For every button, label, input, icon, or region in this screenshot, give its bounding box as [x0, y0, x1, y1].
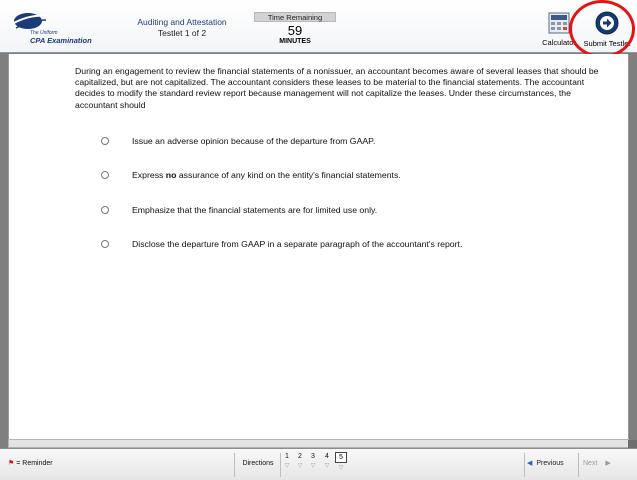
previous-label: Previous — [536, 460, 564, 467]
logo-line2: CPA Examination — [30, 36, 92, 45]
question-panel — [8, 54, 629, 439]
reminder-label: = Reminder — [16, 460, 53, 467]
timer-value: 59 — [287, 23, 303, 38]
question-nav-4[interactable]: 4 ▽ — [321, 452, 333, 476]
previous-button[interactable] — [527, 456, 573, 472]
triangle-right-icon: ▶ — [605, 460, 611, 467]
answer-option-b[interactable] — [101, 170, 571, 184]
flag-outline-icon: ▽ — [324, 463, 330, 469]
globe-logo-icon — [10, 10, 50, 32]
footer-bar — [0, 448, 637, 480]
flag-outline-icon: ▽ — [310, 463, 316, 469]
calculator-icon — [548, 12, 570, 34]
answer-option-d[interactable] — [101, 239, 571, 253]
radio-button[interactable] — [101, 206, 109, 214]
flag-icon: ⚑ — [8, 460, 15, 467]
arrow-right-circle-icon — [595, 11, 619, 35]
resize-corner — [628, 440, 637, 448]
option-text: Emphasize that the financial statements are for limited use only. — [132, 205, 378, 215]
submit-testlet-button[interactable] — [580, 8, 634, 52]
option-text: Disclose the departure from GAAP in a separate paragraph of the accountant's report. — [132, 239, 463, 249]
cpa-exam-logo — [10, 10, 110, 46]
testlet-indicator: Testlet 1 of 2 — [157, 28, 207, 38]
triangle-left-icon: ◀ — [527, 460, 533, 467]
timer-label: Time Remaining — [254, 12, 336, 22]
logo-line1: The Uniform — [30, 30, 58, 36]
option-text: Express no assurance of any kind on the entity's financial statements. — [132, 170, 401, 180]
question-nav-3[interactable]: 3 ▽ — [307, 452, 319, 476]
submit-testlet-label: Submit Testlet — [583, 39, 631, 48]
flag-outline-icon: ▽ — [297, 463, 303, 469]
timer-unit: MINUTES — [279, 38, 311, 45]
flag-outline-icon: ▽ — [338, 465, 344, 471]
question-nav-5[interactable]: 5 ▽ — [335, 452, 347, 476]
exam-info — [126, 17, 238, 38]
flag-outline-icon: ▽ — [284, 463, 290, 469]
header-bar — [0, 0, 637, 53]
divider — [578, 453, 579, 477]
divider — [524, 453, 525, 477]
radio-button[interactable] — [101, 240, 109, 248]
time-remaining — [254, 12, 336, 45]
option-text: Issue an adverse opinion because of the departure from GAAP. — [132, 136, 376, 146]
question-stem: During an engagement to review the financial statements of a nonissuer, an accountant becomes aware of several leases that should be capitalized, but are not capitalized. The accountant considers these leases to be material to the financial statements. The accountant decides to modify the standard review report because management will not capitalize the leases. Under these circumstances, the accountant should — [75, 66, 599, 110]
horizontal-scrollbar[interactable] — [8, 439, 629, 448]
calculator-label: Calculator — [542, 38, 576, 47]
next-label: Next — [583, 460, 598, 467]
reminder-legend — [8, 459, 53, 467]
question-nav-2[interactable]: 2 ▽ — [294, 452, 306, 476]
exam-title: Auditing and Attestation — [137, 17, 227, 27]
next-button[interactable] — [583, 456, 627, 472]
calculator-button[interactable] — [539, 12, 579, 50]
answer-option-a[interactable] — [101, 136, 571, 150]
question-nav-1[interactable]: 1 ▽ — [281, 452, 293, 476]
divider — [234, 453, 235, 477]
radio-button[interactable] — [101, 171, 109, 179]
directions-button[interactable]: Directions — [242, 460, 274, 467]
answer-option-c[interactable] — [101, 205, 571, 219]
radio-button[interactable] — [101, 137, 109, 145]
